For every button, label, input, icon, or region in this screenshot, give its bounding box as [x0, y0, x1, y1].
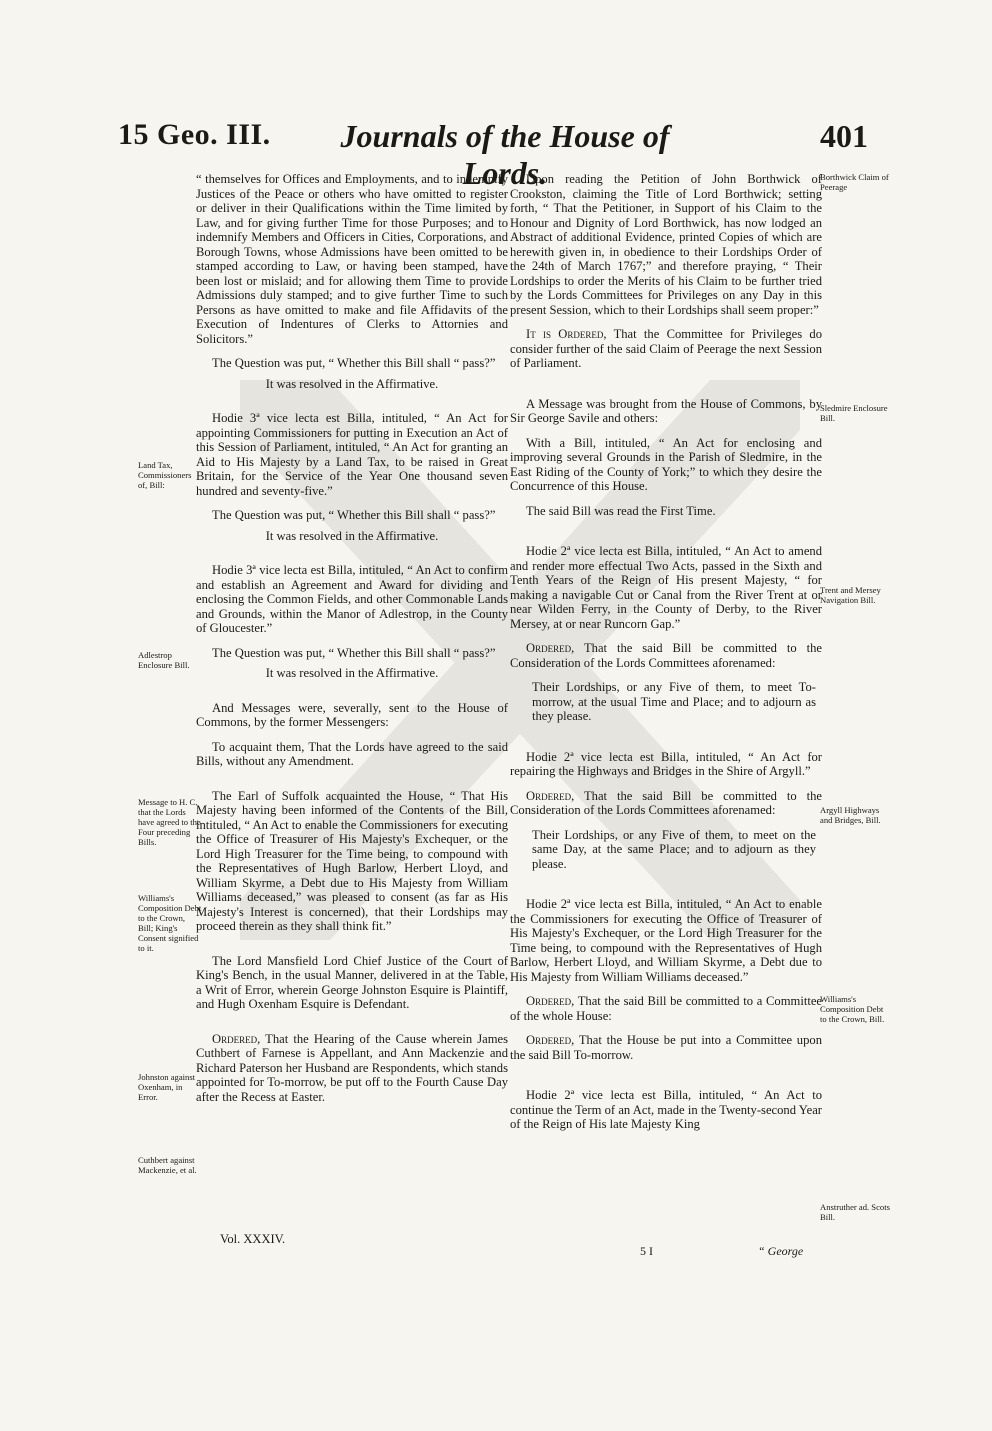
signature-mark: 5 I [640, 1244, 653, 1258]
order-text: That the Committee for Privileges do consider further of the said Claim of Peerage the next Session of Parliament. [510, 327, 823, 370]
order-text: That the said Bill be committed to the Consideration of the Lords Committees aforenamed: [510, 641, 822, 670]
left-column [196, 172, 508, 1114]
order-lead: Ordered, [212, 1031, 261, 1046]
cuthbert-order [196, 1032, 508, 1105]
williams-bill-text: Hodie 2ª vice lecta est Billa, intituled, “ An Act to enable the Commissioners for executing the Office of Treasurer of His Majesty's Exchequer, or the Lord High Treasurer for the Time being, to compound with the Representatives of Hugh Barlow, Herbert Lloyd, and William Skyrme, a Debt due to His Majesty from William Williams deceased.” [510, 897, 822, 984]
margin-note-sledmire: Sledmire Enclosure Bill. [820, 403, 888, 423]
anstruther-bill-text: Hodie 2ª vice lecta est Billa, intituled, “ An Act to continue the Term of an Act, made in the Twenty-second Year of the Reign of His late Majesty King [510, 1088, 822, 1131]
commons-message: A Message was brought from the House of Commons, by Sir George Savile and others: [510, 396, 822, 425]
adlestrop-bill-text: Hodie 3ª vice lecta est Billa, intituled, “ An Act to confirm and establish an Agreement and Award for dividing and enclosing the Common Fields, and other Commonable Lands and Grounds, within the Manor of Adlestrop, in the County of Gloucester.” [196, 563, 508, 635]
first-reading: The said Bill was read the First Time. [526, 503, 716, 518]
left-paragraph-1: “ themselves for Offices and Employments, and to indemnify Justices of the Peace or others who have omitted to register or deliver in their Qualifications within the Time limited by Law, and for giving further Time for those Purposes; and to indemnify Members and Officers in Cities, Corporations, and Borough Towns, whose Admissions have been omitted to be stamped according to Law, or having been stamped, have been lost or mislaid; and for allowing them Time to provide Admissions duly stamped; and to give further Time to such Persons as have omitted to make and file Affidavits of the Execution of Indentures of Clerks to Attornies and Solicitors.” [196, 172, 508, 346]
margin-note-land-tax: Land Tax, Commissioners of, Bill: [138, 460, 192, 490]
margin-note-adlestrop: Adlestrop Enclosure Bill. [138, 650, 190, 670]
margin-note-johnston: Johnston against Oxenham, in Error. [138, 1072, 196, 1102]
argyll-bill-text: Hodie 2ª vice lecta est Billa, intituled, “ An Act for repairing the Highways and Bridges in the Shire of Argyll.” [510, 749, 822, 778]
order-lead: Ordered, [526, 641, 575, 655]
resolution-1: It was resolved in the Affirmative. [265, 376, 439, 391]
question-put-2: The Question was put, “ Whether this Bill shall “ pass?” [212, 508, 496, 522]
margin-note-message: Message to H. C. that the Lords have agreed to the Four preceding Bills. [138, 797, 201, 847]
trent-bill-text: Hodie 2ª vice lecta est Billa, intituled, “ An Act to amend and render more effectual Two Acts, passed in the Sixth and Tenth Years of the Reign of His present Majesty, “ for making a navigable Cut or Canal from the River Trent at or near Wilden Ferry, in the County of Derby, to the River Mersey, at or near Runcorn Gap.” [510, 544, 822, 631]
land-tax-bill-text: Hodie 3ª vice lecta est Billa, intituled, “ An Act for appointing Commissioners for putting in Execution an Act of this Session of Parliament, intituled, “ An Act for granting an Aid to His Majesty by a Land Tax, to be raised in Great Britain, for the Service of the Year One thousand seven hundred and seventy-five.” [196, 411, 508, 498]
order-lead: It is Ordered, [526, 327, 607, 341]
right-column [510, 172, 822, 1142]
borthwick-petition: Upon reading the Petition of John Borthwick of Crookston, claiming the Title of Lord Borthwick; setting forth, “ That the Petitioner, in Support of his Claim to the Honour and Dignity of Lord Borthwick, has now lodged an Abstract of additional Evidence, printed Copies of which are herewith given in, in obedience to their Lordships Order of the 24th of March 1767;” and therefore praying, “ Their Lordships to order the Merits of his Claim to be further tried by the Lords Committees for Privileges on any Day in this present Session, which to their Lordships shall seem proper:” [510, 172, 822, 317]
question-put-1: The Question was put, “ Whether this Bill shall “ pass?” [212, 356, 496, 370]
acquaint-paragraph: To acquaint them, That the Lords have agreed to the said Bills, without any Amendment. [196, 739, 508, 768]
order-lead: Ordered, [526, 788, 575, 803]
order-text: That the said Bill be committed to a Committee of the whole House: [510, 994, 822, 1023]
mansfield-paragraph: The Lord Mansfield Lord Chief Justice of the Court of King's Bench, in the usual Manner, delivered in at the Table, a Writ of Error, wherein George Johnston Esquire is Plaintiff, and Hugh Oxenham Esquire is Defendant. [196, 953, 508, 1011]
suffolk-paragraph: The Earl of Suffolk acquainted the House, “ That His Majesty having been informed of the Contents of the Bill, intituled, “ An Act to enable the Commissioners for executing the Office of Treasurer of His Majesty's Exchequer, or the Lord High Treasurer for the Time being, to compound with the Representatives of Hugh Barlow, Herbert Lloyd, and William Skyrme, a Debt due to His Majesty from William Williams deceased,” was pleased to consent (as far as His Majesty's Interest is concerned), that their Lordships may proceed therein as they shall think fit.” [196, 788, 508, 933]
margin-note-williams-right: Williams's Composition Debt to the Crown, Bill. [820, 994, 885, 1024]
margin-note-anstruther: Anstruther ad. Scots Bill. [820, 1202, 890, 1222]
committee-meeting-2: Their Lordships, or any Five of them, to meet on the same Day, at the same Place; and to adjourn as they please. [532, 827, 816, 871]
catchword: “ George [758, 1244, 804, 1258]
resolution-3: It was resolved in the Affirmative. [265, 666, 439, 680]
margin-note-borthwick: Borthwick Claim of Peerage [820, 172, 889, 192]
margin-note-cuthbert: Cuthbert against Mackenzie, et al. [138, 1155, 197, 1175]
question-put-3: The Question was put, “ Whether this Bill shall “ pass?” [212, 645, 496, 660]
order-lead: Ordered, [526, 994, 575, 1008]
margin-note-argyll: Argyll Highways and Bridges, Bill. [820, 805, 881, 825]
sledmire-bill-text: With a Bill, intituled, “ An Act for enclosing and improving several Grounds in the Parish of Sledmire, in the East Riding of the County of York;” to which they desire the Concurrence of this House. [510, 435, 822, 493]
messages-paragraph: And Messages were, severally, sent to the House of Commons, by the former Messengers: [196, 700, 508, 729]
page-number: 401 [820, 118, 868, 154]
margin-note-trent: Trent and Mersey Navigation Bill. [820, 585, 881, 605]
resolution-2: It was resolved in the Affirmative. [265, 528, 439, 543]
header-title: Journals of the House of Lords. [340, 118, 670, 191]
volume-mark: Vol. XXXIV. [220, 1232, 286, 1246]
order-text: That the said Bill be committed to the Consideration of the Lords Committees aforenamed: [510, 788, 822, 817]
margin-note-williams: Williams's Composition Debt to the Crown, Bill; King's Consent signified to it. [138, 893, 202, 953]
order-text: That the House be put into a Committee upon the said Bill To-morrow. [510, 1033, 822, 1062]
committee-meeting-1: Their Lordships, or any Five of them, to meet To-morrow, at the usual Time and Place; and to adjourn as they please. [532, 680, 816, 723]
order-lead: Ordered, [526, 1033, 575, 1047]
order-text: That the Hearing of the Cause wherein James Cuthbert of Farnese is Appellant, and Ann Mackenzie and Richard Paterson her Husband are Respondents, which stands appointed for To-morrow, be put off to the Fourth Cause Day after the Recess at Easter. [196, 1031, 509, 1104]
header-regnal-year: 15 Geo. III. [118, 118, 271, 151]
